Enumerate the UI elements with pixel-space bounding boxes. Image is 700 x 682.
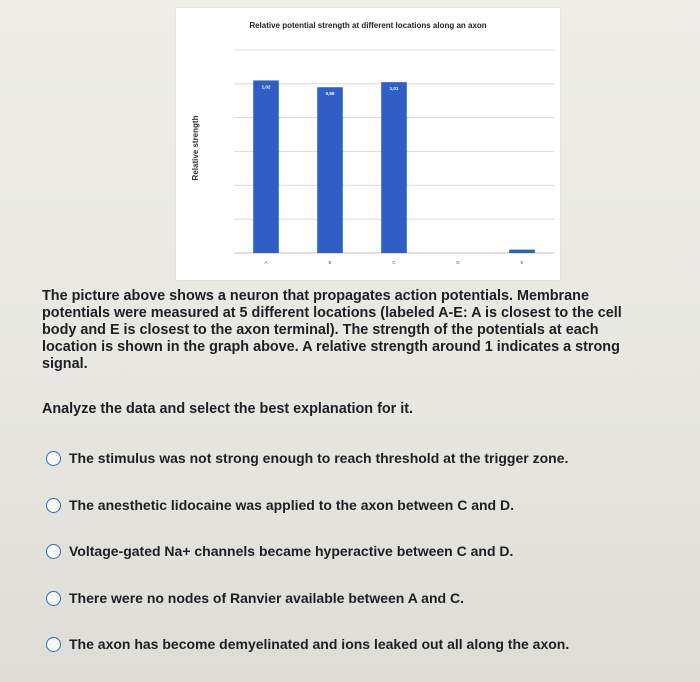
answer-option-label: The anesthetic lidocaine was applied to the axon between C and D. — [69, 497, 514, 513]
x-tick-label-D: D — [456, 260, 460, 265]
radio-button-icon[interactable] — [46, 451, 61, 466]
x-tick-labels — [264, 260, 523, 265]
x-tick-label-C: C — [392, 260, 396, 265]
answer-option-label: The axon has become demyelinated and ions leaked out all along the axon. — [69, 636, 570, 652]
question-text: The picture above shows a neuron that propagates action potentials. Membrane potentials were measured at 5 different locations (labeled A-E: A is closest to the cell body and E is closest to the axon terminal). The strength of the potentials at each location is shown in the graph above. A relative strength around 1 indicates a strong signal. — [42, 288, 622, 372]
x-tick-label-A: A — [264, 260, 268, 265]
radio-button-icon[interactable] — [46, 637, 61, 652]
data-label-E: 0,02 — [517, 243, 527, 249]
bar-chart — [176, 8, 560, 280]
y-axis-label: Relative strength — [191, 115, 200, 181]
bar-E — [509, 250, 535, 253]
bar-B — [317, 87, 343, 253]
answer-option-label: The stimulus was not strong enough to reach threshold at the trigger zone. — [69, 450, 569, 466]
answer-option-label: Voltage-gated Na+ channels became hyperactive between C and D. — [69, 543, 514, 559]
bar-C — [381, 82, 407, 253]
x-tick-label-E: E — [520, 260, 524, 265]
x-tick-label-B: B — [328, 260, 332, 265]
answer-option-2[interactable] — [46, 495, 666, 515]
chart-panel — [176, 8, 560, 280]
data-label-A: 1,02 — [261, 84, 271, 90]
answer-option-label: There were no nodes of Ranvier available between A and C. — [69, 590, 464, 606]
data-label-B: 0,98 — [325, 91, 335, 97]
radio-button-icon[interactable] — [46, 544, 61, 559]
answer-option-1[interactable] — [46, 448, 666, 468]
bars — [253, 80, 535, 253]
radio-button-icon[interactable] — [46, 591, 61, 606]
data-label-C: 1,01 — [389, 86, 399, 92]
question-prompt: Analyze the data and select the best explanation for it. — [42, 401, 414, 417]
answer-option-3[interactable] — [46, 541, 666, 561]
answer-option-5[interactable] — [46, 634, 666, 654]
answer-option-4[interactable] — [46, 588, 666, 608]
radio-button-icon[interactable] — [46, 498, 61, 513]
bar-A — [253, 80, 279, 253]
chart-title: Relative potential strength at different locations along an axon — [249, 21, 487, 30]
